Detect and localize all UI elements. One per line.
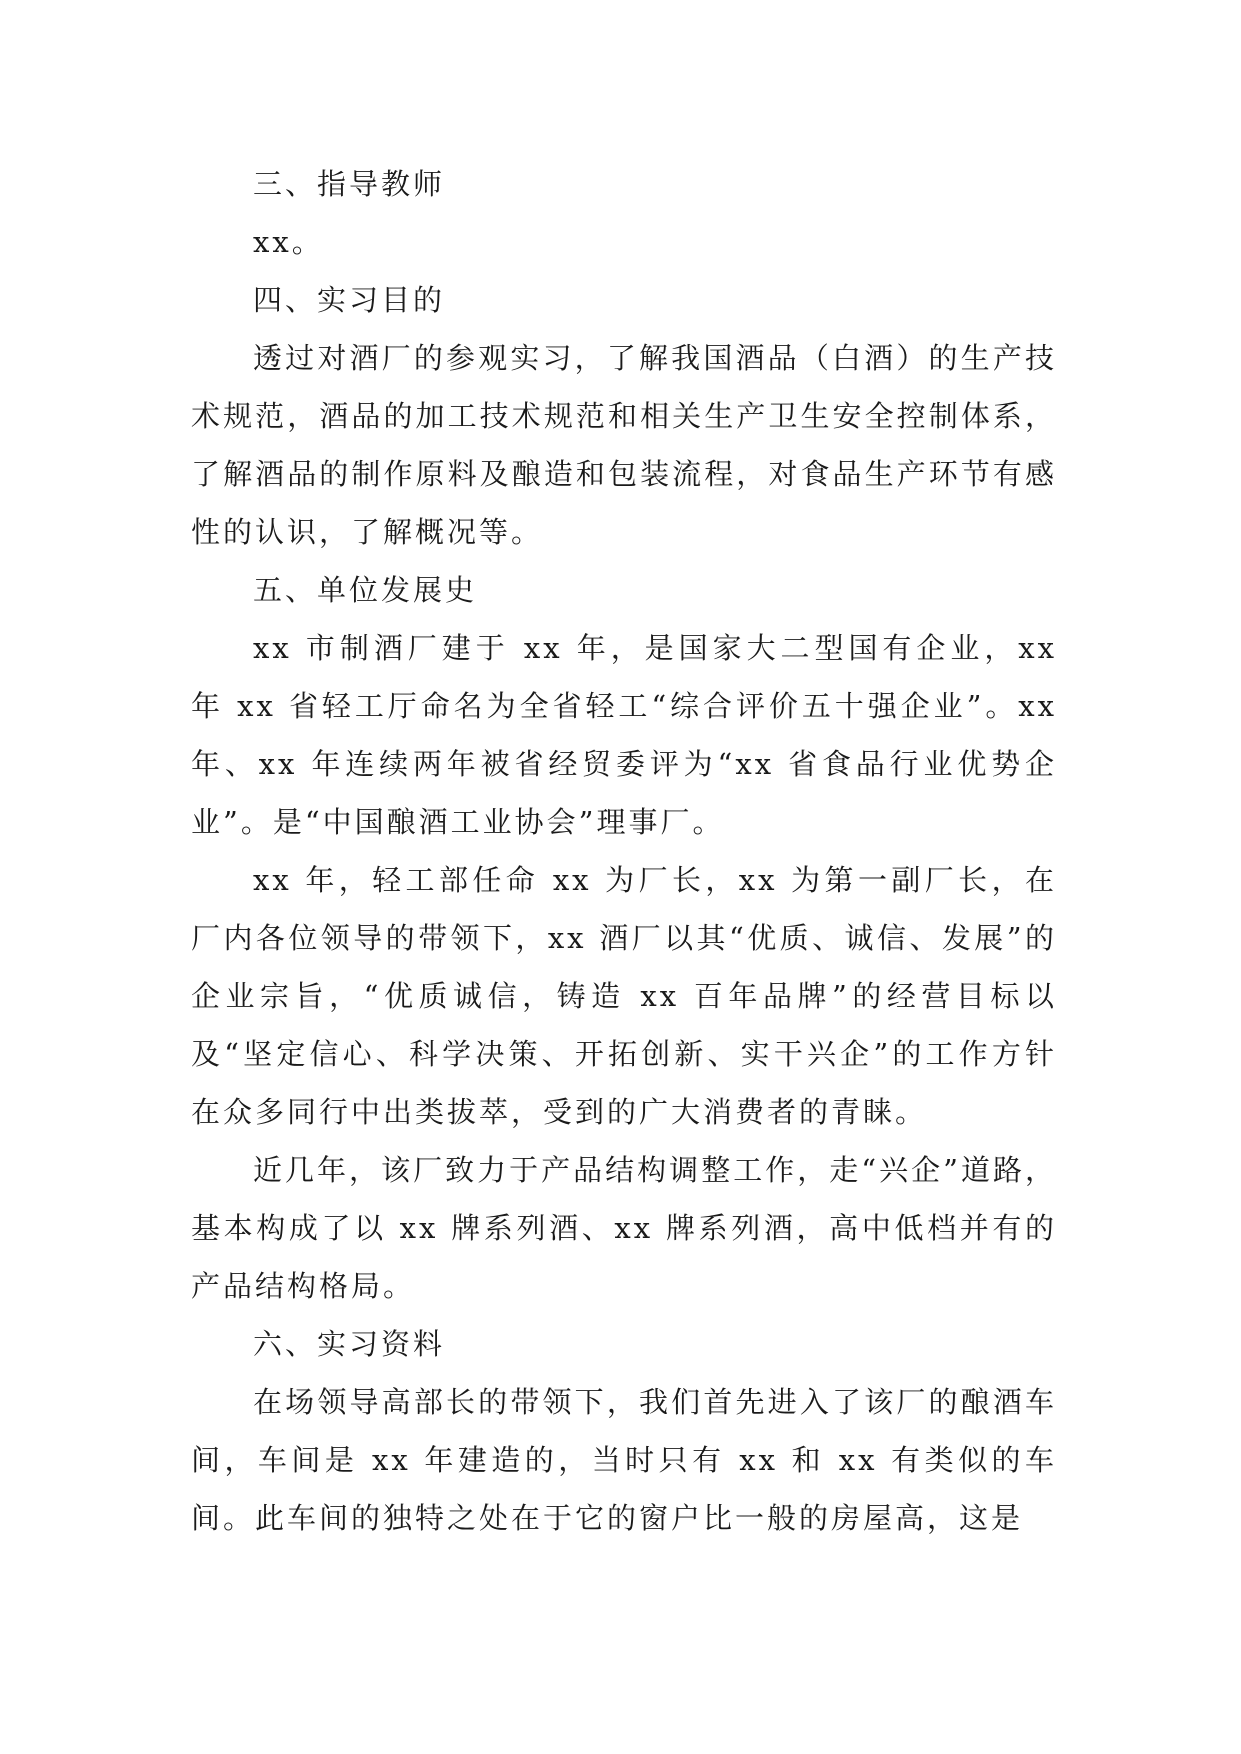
history-paragraph-2: xx 年，轻工部任命 xx 为厂长，xx 为第一副厂长，在厂内各位领导的带领下，xx 酒厂以其“优质、诚信、发展”的企业宗旨，“优质诚信，铸造 xx 百年品牌”的经营目标以及“坚定信心、科学决策、开拓创新、实干兴企”的工作方针在众多同行中出类拔萃，受到的广大消费者的青睐。 [191, 863, 1057, 1129]
document-body [191, 155, 1057, 1547]
purpose-paragraph: 透过对酒厂的参观实习，了解我国酒品（白酒）的生产技术规范，酒品的加工技术规范和相关生产卫生安全控制体系，了解酒品的制作原料及酿造和包装流程，对食品生产环节有感性的认识，了解概况等。 [191, 341, 1057, 549]
section-heading-purpose: 四、实习目的 [253, 283, 446, 317]
section-heading-instructor: 三、指导教师 [253, 167, 446, 201]
instructor-name: xx。 [253, 225, 324, 259]
section-heading-content: 六、实习资料 [253, 1327, 446, 1361]
content-paragraph: 在场领导高部长的带领下，我们首先进入了该厂的酿酒车间，车间是 xx 年建造的，当时只有 xx 和 xx 有类似的车间。此车间的独特之处在于它的窗户比一般的房屋高，这是 [191, 1385, 1057, 1535]
history-paragraph-1: xx 市制酒厂建于 xx 年，是国家大二型国有企业，xx 年 xx 省轻工厅命名为全省轻工“综合评价五十强企业”。xx 年、xx 年连续两年被省经贸委评为“xx 省食品行业优势企业”。是“中国酿酒工业协会”理事厂。 [191, 631, 1057, 839]
history-paragraph-3: 近几年，该厂致力于产品结构调整工作，走“兴企”道路，基本构成了以 xx 牌系列酒、xx 牌系列酒，高中低档并有的产品结构格局。 [191, 1153, 1057, 1303]
section-heading-history: 五、单位发展史 [253, 573, 478, 607]
